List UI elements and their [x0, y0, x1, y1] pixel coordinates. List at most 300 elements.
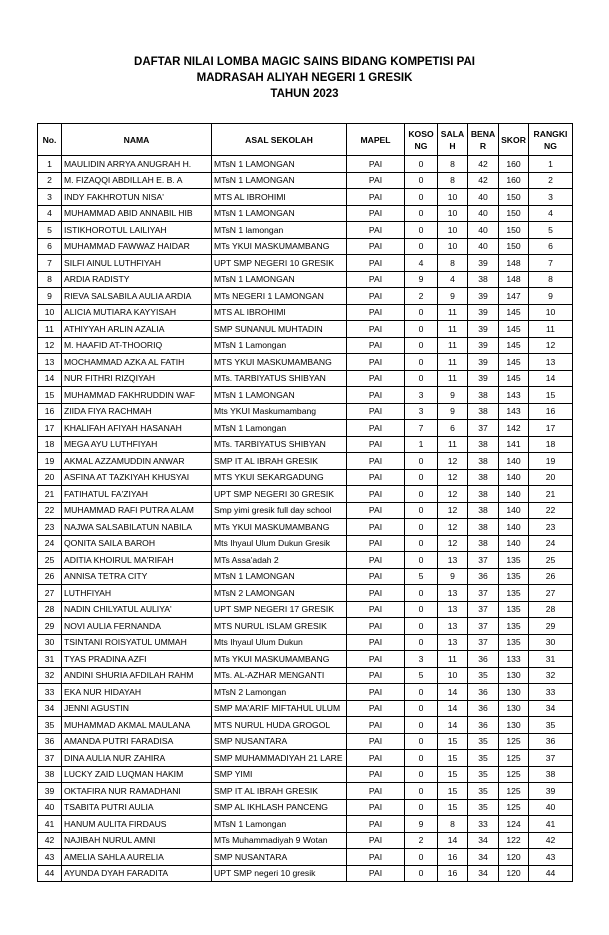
cell-skor: 145: [499, 304, 529, 321]
cell-asal-sekolah: MTS YKUI SEKARGADUNG: [212, 469, 347, 486]
cell-salah: 9: [438, 568, 468, 585]
cell-kosong: 7: [405, 420, 438, 437]
cell-skor: 150: [499, 222, 529, 239]
cell-asal-sekolah: MTS NURUL HUDA GROGOL: [212, 717, 347, 734]
table-row: [38, 486, 573, 503]
table-row: [38, 370, 573, 387]
cell-no: 2: [38, 172, 62, 189]
table-row: [38, 205, 573, 222]
cell-nama: NAJIBAH NURUL AMNI: [62, 832, 212, 849]
cell-mapel: PAI: [347, 354, 405, 371]
cell-salah: 4: [438, 271, 468, 288]
cell-skor: 130: [499, 717, 529, 734]
table-row: [38, 733, 573, 750]
cell-mapel: PAI: [347, 568, 405, 585]
cell-nama: AMELIA SAHLA AURELIA: [62, 849, 212, 866]
cell-no: 6: [38, 238, 62, 255]
cell-mapel: PAI: [347, 403, 405, 420]
cell-rangking: 27: [529, 585, 573, 602]
table-row: [38, 766, 573, 783]
cell-kosong: 0: [405, 172, 438, 189]
cell-kosong: 0: [405, 453, 438, 470]
cell-benar: 38: [468, 403, 499, 420]
cell-mapel: PAI: [347, 552, 405, 569]
cell-salah: 10: [438, 238, 468, 255]
table-row: [38, 816, 573, 833]
cell-no: 1: [38, 156, 62, 173]
cell-asal-sekolah: MTS AL IBROHIMI: [212, 304, 347, 321]
cell-asal-sekolah: MTsN 2 Lamongan: [212, 684, 347, 701]
cell-salah: 8: [438, 156, 468, 173]
cell-rangking: 21: [529, 486, 573, 503]
table-row: [38, 634, 573, 651]
cell-salah: 12: [438, 453, 468, 470]
cell-benar: 42: [468, 172, 499, 189]
cell-nama: NUR FITHRI RIZQIYAH: [62, 370, 212, 387]
cell-skor: 120: [499, 849, 529, 866]
cell-asal-sekolah: MTs YKUI MASKUMAMBANG: [212, 238, 347, 255]
cell-nama: ASFINA AT TAZKIYAH KHUSYAI: [62, 469, 212, 486]
cell-no: 30: [38, 634, 62, 651]
cell-asal-sekolah: MTsN 1 Lamongan: [212, 816, 347, 833]
cell-no: 39: [38, 783, 62, 800]
cell-benar: 40: [468, 222, 499, 239]
cell-no: 38: [38, 766, 62, 783]
cell-skor: 148: [499, 271, 529, 288]
cell-nama: ISTIKHOROTUL LAILIYAH: [62, 222, 212, 239]
cell-skor: 140: [499, 502, 529, 519]
cell-salah: 15: [438, 750, 468, 767]
cell-rangking: 40: [529, 799, 573, 816]
cell-asal-sekolah: MTsN 1 Lamongan: [212, 337, 347, 354]
cell-no: 10: [38, 304, 62, 321]
cell-kosong: 0: [405, 849, 438, 866]
header-salah: SALA H: [438, 124, 468, 156]
cell-benar: 34: [468, 832, 499, 849]
cell-benar: 38: [468, 436, 499, 453]
cell-salah: 16: [438, 849, 468, 866]
cell-no: 37: [38, 750, 62, 767]
cell-asal-sekolah: SMP SUNANUL MUHTADIN: [212, 321, 347, 338]
cell-mapel: PAI: [347, 783, 405, 800]
cell-rangking: 26: [529, 568, 573, 585]
cell-benar: 40: [468, 205, 499, 222]
cell-no: 25: [38, 552, 62, 569]
cell-nama: EKA NUR HIDAYAH: [62, 684, 212, 701]
cell-no: 27: [38, 585, 62, 602]
cell-benar: 35: [468, 799, 499, 816]
cell-no: 4: [38, 205, 62, 222]
cell-mapel: PAI: [347, 618, 405, 635]
cell-asal-sekolah: UPT SMP NEGERI 30 GRESIK: [212, 486, 347, 503]
cell-mapel: PAI: [347, 519, 405, 536]
table-row: [38, 255, 573, 272]
cell-nama: MAULIDIN ARRYA ANUGRAH H.: [62, 156, 212, 173]
cell-kosong: 3: [405, 651, 438, 668]
cell-nama: FATIHATUL FA'ZIYAH: [62, 486, 212, 503]
cell-no: 15: [38, 387, 62, 404]
table-row: [38, 519, 573, 536]
cell-mapel: PAI: [347, 849, 405, 866]
cell-no: 19: [38, 453, 62, 470]
cell-skor: 135: [499, 634, 529, 651]
table-row: [38, 717, 573, 734]
cell-mapel: PAI: [347, 238, 405, 255]
cell-mapel: PAI: [347, 288, 405, 305]
cell-kosong: 4: [405, 255, 438, 272]
cell-rangking: 36: [529, 733, 573, 750]
cell-kosong: 0: [405, 618, 438, 635]
cell-benar: 38: [468, 502, 499, 519]
cell-no: 41: [38, 816, 62, 833]
cell-rangking: 10: [529, 304, 573, 321]
cell-rangking: 39: [529, 783, 573, 800]
cell-kosong: 1: [405, 436, 438, 453]
cell-skor: 140: [499, 519, 529, 536]
cell-benar: 42: [468, 156, 499, 173]
cell-mapel: PAI: [347, 255, 405, 272]
cell-benar: 35: [468, 733, 499, 750]
cell-kosong: 9: [405, 816, 438, 833]
cell-asal-sekolah: Smp yimi gresik full day school: [212, 502, 347, 519]
cell-kosong: 5: [405, 568, 438, 585]
cell-rangking: 16: [529, 403, 573, 420]
table-row: [38, 420, 573, 437]
cell-kosong: 0: [405, 238, 438, 255]
cell-skor: 142: [499, 420, 529, 437]
cell-no: 36: [38, 733, 62, 750]
cell-skor: 145: [499, 321, 529, 338]
cell-mapel: PAI: [347, 601, 405, 618]
cell-salah: 10: [438, 667, 468, 684]
cell-mapel: PAI: [347, 766, 405, 783]
cell-mapel: PAI: [347, 700, 405, 717]
cell-kosong: 0: [405, 750, 438, 767]
cell-mapel: PAI: [347, 535, 405, 552]
cell-asal-sekolah: MTsN 1 Lamongan: [212, 420, 347, 437]
cell-rangking: 23: [529, 519, 573, 536]
cell-rangking: 6: [529, 238, 573, 255]
table-row: [38, 618, 573, 635]
table-row: [38, 552, 573, 569]
cell-nama: AKMAL AZZAMUDDIN ANWAR: [62, 453, 212, 470]
cell-salah: 13: [438, 634, 468, 651]
cell-no: 31: [38, 651, 62, 668]
cell-benar: 38: [468, 486, 499, 503]
table-row: [38, 238, 573, 255]
cell-rangking: 30: [529, 634, 573, 651]
cell-rangking: 2: [529, 172, 573, 189]
table-row: [38, 585, 573, 602]
cell-no: 34: [38, 700, 62, 717]
cell-benar: 39: [468, 337, 499, 354]
cell-mapel: PAI: [347, 222, 405, 239]
cell-nama: QONITA SAILA BAROH: [62, 535, 212, 552]
cell-mapel: PAI: [347, 321, 405, 338]
cell-no: 29: [38, 618, 62, 635]
cell-mapel: PAI: [347, 717, 405, 734]
cell-nama: MUHAMMAD RAFI PUTRA ALAM: [62, 502, 212, 519]
cell-nama: MUHAMMAD AKMAL MAULANA: [62, 717, 212, 734]
cell-mapel: PAI: [347, 750, 405, 767]
cell-kosong: 9: [405, 271, 438, 288]
table-row: [38, 700, 573, 717]
cell-asal-sekolah: MTs NEGERI 1 LAMONGAN: [212, 288, 347, 305]
cell-skor: 140: [499, 453, 529, 470]
cell-skor: 135: [499, 601, 529, 618]
cell-skor: 135: [499, 568, 529, 585]
table-row: [38, 667, 573, 684]
header-kosong: KOSO NG: [405, 124, 438, 156]
cell-asal-sekolah: MTsN 1 LAMONGAN: [212, 172, 347, 189]
table-row: [38, 222, 573, 239]
cell-salah: 11: [438, 304, 468, 321]
cell-asal-sekolah: SMP NUSANTARA: [212, 733, 347, 750]
cell-mapel: PAI: [347, 634, 405, 651]
cell-nama: LUCKY ZAID LUQMAN HAKIM: [62, 766, 212, 783]
table-row: [38, 403, 573, 420]
cell-skor: 141: [499, 436, 529, 453]
cell-asal-sekolah: MTsN 2 LAMONGAN: [212, 585, 347, 602]
cell-no: 7: [38, 255, 62, 272]
cell-no: 22: [38, 502, 62, 519]
cell-no: 44: [38, 865, 62, 882]
table-row: [38, 601, 573, 618]
cell-asal-sekolah: MTS NURUL ISLAM GRESIK: [212, 618, 347, 635]
cell-rangking: 34: [529, 700, 573, 717]
table-row: [38, 436, 573, 453]
title-line-1: DAFTAR NILAI LOMBA MAGIC SAINS BIDANG KOMPETISI PAI: [134, 56, 475, 68]
cell-rangking: 15: [529, 387, 573, 404]
cell-no: 17: [38, 420, 62, 437]
cell-no: 11: [38, 321, 62, 338]
cell-nama: HANUM AULITA FIRDAUS: [62, 816, 212, 833]
cell-kosong: 0: [405, 354, 438, 371]
cell-skor: 135: [499, 585, 529, 602]
title-line-3: TAHUN 2023: [270, 88, 339, 100]
cell-rangking: 7: [529, 255, 573, 272]
cell-rangking: 13: [529, 354, 573, 371]
cell-rangking: 3: [529, 189, 573, 206]
cell-skor: 130: [499, 700, 529, 717]
cell-mapel: PAI: [347, 172, 405, 189]
header-asal-sekolah: ASAL SEKOLAH: [212, 124, 347, 156]
cell-asal-sekolah: UPT SMP negeri 10 gresik: [212, 865, 347, 882]
table-header-row: [38, 124, 573, 156]
cell-no: 18: [38, 436, 62, 453]
header-nama: NAMA: [62, 124, 212, 156]
cell-nama: MUHAMMAD FAWWAZ HAIDAR: [62, 238, 212, 255]
cell-kosong: 0: [405, 585, 438, 602]
table-row: [38, 684, 573, 701]
cell-rangking: 35: [529, 717, 573, 734]
cell-nama: NOVI AULIA FERNANDA: [62, 618, 212, 635]
header-skor: SKOR: [499, 124, 529, 156]
cell-rangking: 5: [529, 222, 573, 239]
cell-nama: MUHAMMAD FAKHRUDDIN WAF: [62, 387, 212, 404]
cell-skor: 135: [499, 552, 529, 569]
cell-nama: SILFI AINUL LUTHFIYAH: [62, 255, 212, 272]
header-mapel: MAPEL: [347, 124, 405, 156]
cell-kosong: 0: [405, 684, 438, 701]
cell-benar: 39: [468, 255, 499, 272]
cell-benar: 36: [468, 700, 499, 717]
cell-no: 32: [38, 667, 62, 684]
cell-rangking: 18: [529, 436, 573, 453]
cell-kosong: 3: [405, 387, 438, 404]
cell-rangking: 28: [529, 601, 573, 618]
cell-salah: 8: [438, 255, 468, 272]
cell-mapel: PAI: [347, 337, 405, 354]
cell-mapel: PAI: [347, 189, 405, 206]
cell-kosong: 0: [405, 535, 438, 552]
cell-nama: NADIN CHILYATUL AULIYA': [62, 601, 212, 618]
cell-salah: 13: [438, 585, 468, 602]
cell-asal-sekolah: MTsN 1 LAMONGAN: [212, 387, 347, 404]
cell-mapel: PAI: [347, 436, 405, 453]
header-benar: BENA R: [468, 124, 499, 156]
cell-asal-sekolah: MTsN 1 LAMONGAN: [212, 271, 347, 288]
cell-kosong: 0: [405, 189, 438, 206]
cell-benar: 38: [468, 469, 499, 486]
cell-skor: 125: [499, 799, 529, 816]
cell-nama: LUTHFIYAH: [62, 585, 212, 602]
cell-mapel: PAI: [347, 304, 405, 321]
cell-kosong: 0: [405, 321, 438, 338]
cell-mapel: PAI: [347, 684, 405, 701]
cell-no: 14: [38, 370, 62, 387]
cell-salah: 11: [438, 370, 468, 387]
cell-rangking: 12: [529, 337, 573, 354]
cell-salah: 12: [438, 519, 468, 536]
cell-skor: 130: [499, 667, 529, 684]
cell-asal-sekolah: SMP MUHAMMADIYAH 21 LARE: [212, 750, 347, 767]
cell-skor: 125: [499, 766, 529, 783]
cell-skor: 147: [499, 288, 529, 305]
cell-kosong: 0: [405, 634, 438, 651]
cell-asal-sekolah: SMP MA'ARIF MIFTAHUL ULUM: [212, 700, 347, 717]
table-row: [38, 354, 573, 371]
cell-no: 23: [38, 519, 62, 536]
cell-rangking: 24: [529, 535, 573, 552]
cell-nama: NAJWA SALSABILATUN NABILA: [62, 519, 212, 536]
header-no: No.: [38, 124, 62, 156]
cell-salah: 13: [438, 618, 468, 635]
cell-skor: 143: [499, 403, 529, 420]
table-row: [38, 502, 573, 519]
cell-benar: 34: [468, 865, 499, 882]
cell-salah: 12: [438, 535, 468, 552]
cell-nama: TSINTANI ROISYATUL UMMAH: [62, 634, 212, 651]
cell-salah: 9: [438, 288, 468, 305]
cell-skor: 125: [499, 733, 529, 750]
cell-skor: 124: [499, 816, 529, 833]
cell-salah: 12: [438, 502, 468, 519]
table-row: [38, 783, 573, 800]
cell-benar: 36: [468, 568, 499, 585]
cell-salah: 10: [438, 205, 468, 222]
table-row: [38, 288, 573, 305]
cell-skor: 148: [499, 255, 529, 272]
cell-asal-sekolah: UPT SMP NEGERI 10 GRESIK: [212, 255, 347, 272]
cell-skor: 130: [499, 684, 529, 701]
cell-no: 3: [38, 189, 62, 206]
cell-salah: 14: [438, 717, 468, 734]
cell-asal-sekolah: MTs YKUI MASKUMAMBANG: [212, 651, 347, 668]
cell-nama: ANDINI SHURIA AFDILAH RAHM: [62, 667, 212, 684]
cell-no: 42: [38, 832, 62, 849]
cell-benar: 35: [468, 667, 499, 684]
cell-benar: 39: [468, 304, 499, 321]
cell-no: 13: [38, 354, 62, 371]
cell-salah: 8: [438, 816, 468, 833]
cell-skor: 150: [499, 205, 529, 222]
cell-nama: TYAS PRADINA AZFI: [62, 651, 212, 668]
cell-benar: 37: [468, 618, 499, 635]
cell-rangking: 38: [529, 766, 573, 783]
cell-kosong: 0: [405, 717, 438, 734]
cell-benar: 36: [468, 651, 499, 668]
table-row: [38, 304, 573, 321]
cell-rangking: 37: [529, 750, 573, 767]
cell-asal-sekolah: Mts YKUI Maskumambang: [212, 403, 347, 420]
cell-asal-sekolah: MTs. TARBIYATUS SHIBYAN: [212, 436, 347, 453]
table-row: [38, 387, 573, 404]
table-row: [38, 832, 573, 849]
cell-nama: TSABITA PUTRI AULIA: [62, 799, 212, 816]
cell-salah: 16: [438, 865, 468, 882]
cell-no: 28: [38, 601, 62, 618]
cell-skor: 140: [499, 535, 529, 552]
cell-benar: 37: [468, 420, 499, 437]
cell-mapel: PAI: [347, 271, 405, 288]
cell-salah: 11: [438, 436, 468, 453]
cell-rangking: 32: [529, 667, 573, 684]
cell-skor: 143: [499, 387, 529, 404]
cell-salah: 14: [438, 684, 468, 701]
cell-mapel: PAI: [347, 733, 405, 750]
cell-nama: JENNI AGUSTIN: [62, 700, 212, 717]
cell-mapel: PAI: [347, 865, 405, 882]
cell-rangking: 29: [529, 618, 573, 635]
cell-nama: AYUNDA DYAH FARADITA: [62, 865, 212, 882]
cell-benar: 39: [468, 370, 499, 387]
cell-no: 26: [38, 568, 62, 585]
cell-kosong: 0: [405, 337, 438, 354]
cell-kosong: 0: [405, 502, 438, 519]
cell-asal-sekolah: MTsN 1 LAMONGAN: [212, 205, 347, 222]
cell-asal-sekolah: MTS YKUI MASKUMAMBANG: [212, 354, 347, 371]
cell-benar: 38: [468, 535, 499, 552]
header-rangking: RANGKI NG: [529, 124, 573, 156]
cell-rangking: 31: [529, 651, 573, 668]
cell-benar: 38: [468, 271, 499, 288]
cell-rangking: 9: [529, 288, 573, 305]
cell-asal-sekolah: SMP NUSANTARA: [212, 849, 347, 866]
cell-salah: 14: [438, 832, 468, 849]
cell-kosong: 0: [405, 222, 438, 239]
cell-mapel: PAI: [347, 370, 405, 387]
cell-benar: 37: [468, 601, 499, 618]
cell-mapel: PAI: [347, 205, 405, 222]
cell-no: 43: [38, 849, 62, 866]
table-row: [38, 469, 573, 486]
cell-kosong: 0: [405, 865, 438, 882]
table-row: [38, 568, 573, 585]
cell-rangking: 41: [529, 816, 573, 833]
cell-benar: 37: [468, 634, 499, 651]
cell-asal-sekolah: MTsN 1 LAMONGAN: [212, 156, 347, 173]
